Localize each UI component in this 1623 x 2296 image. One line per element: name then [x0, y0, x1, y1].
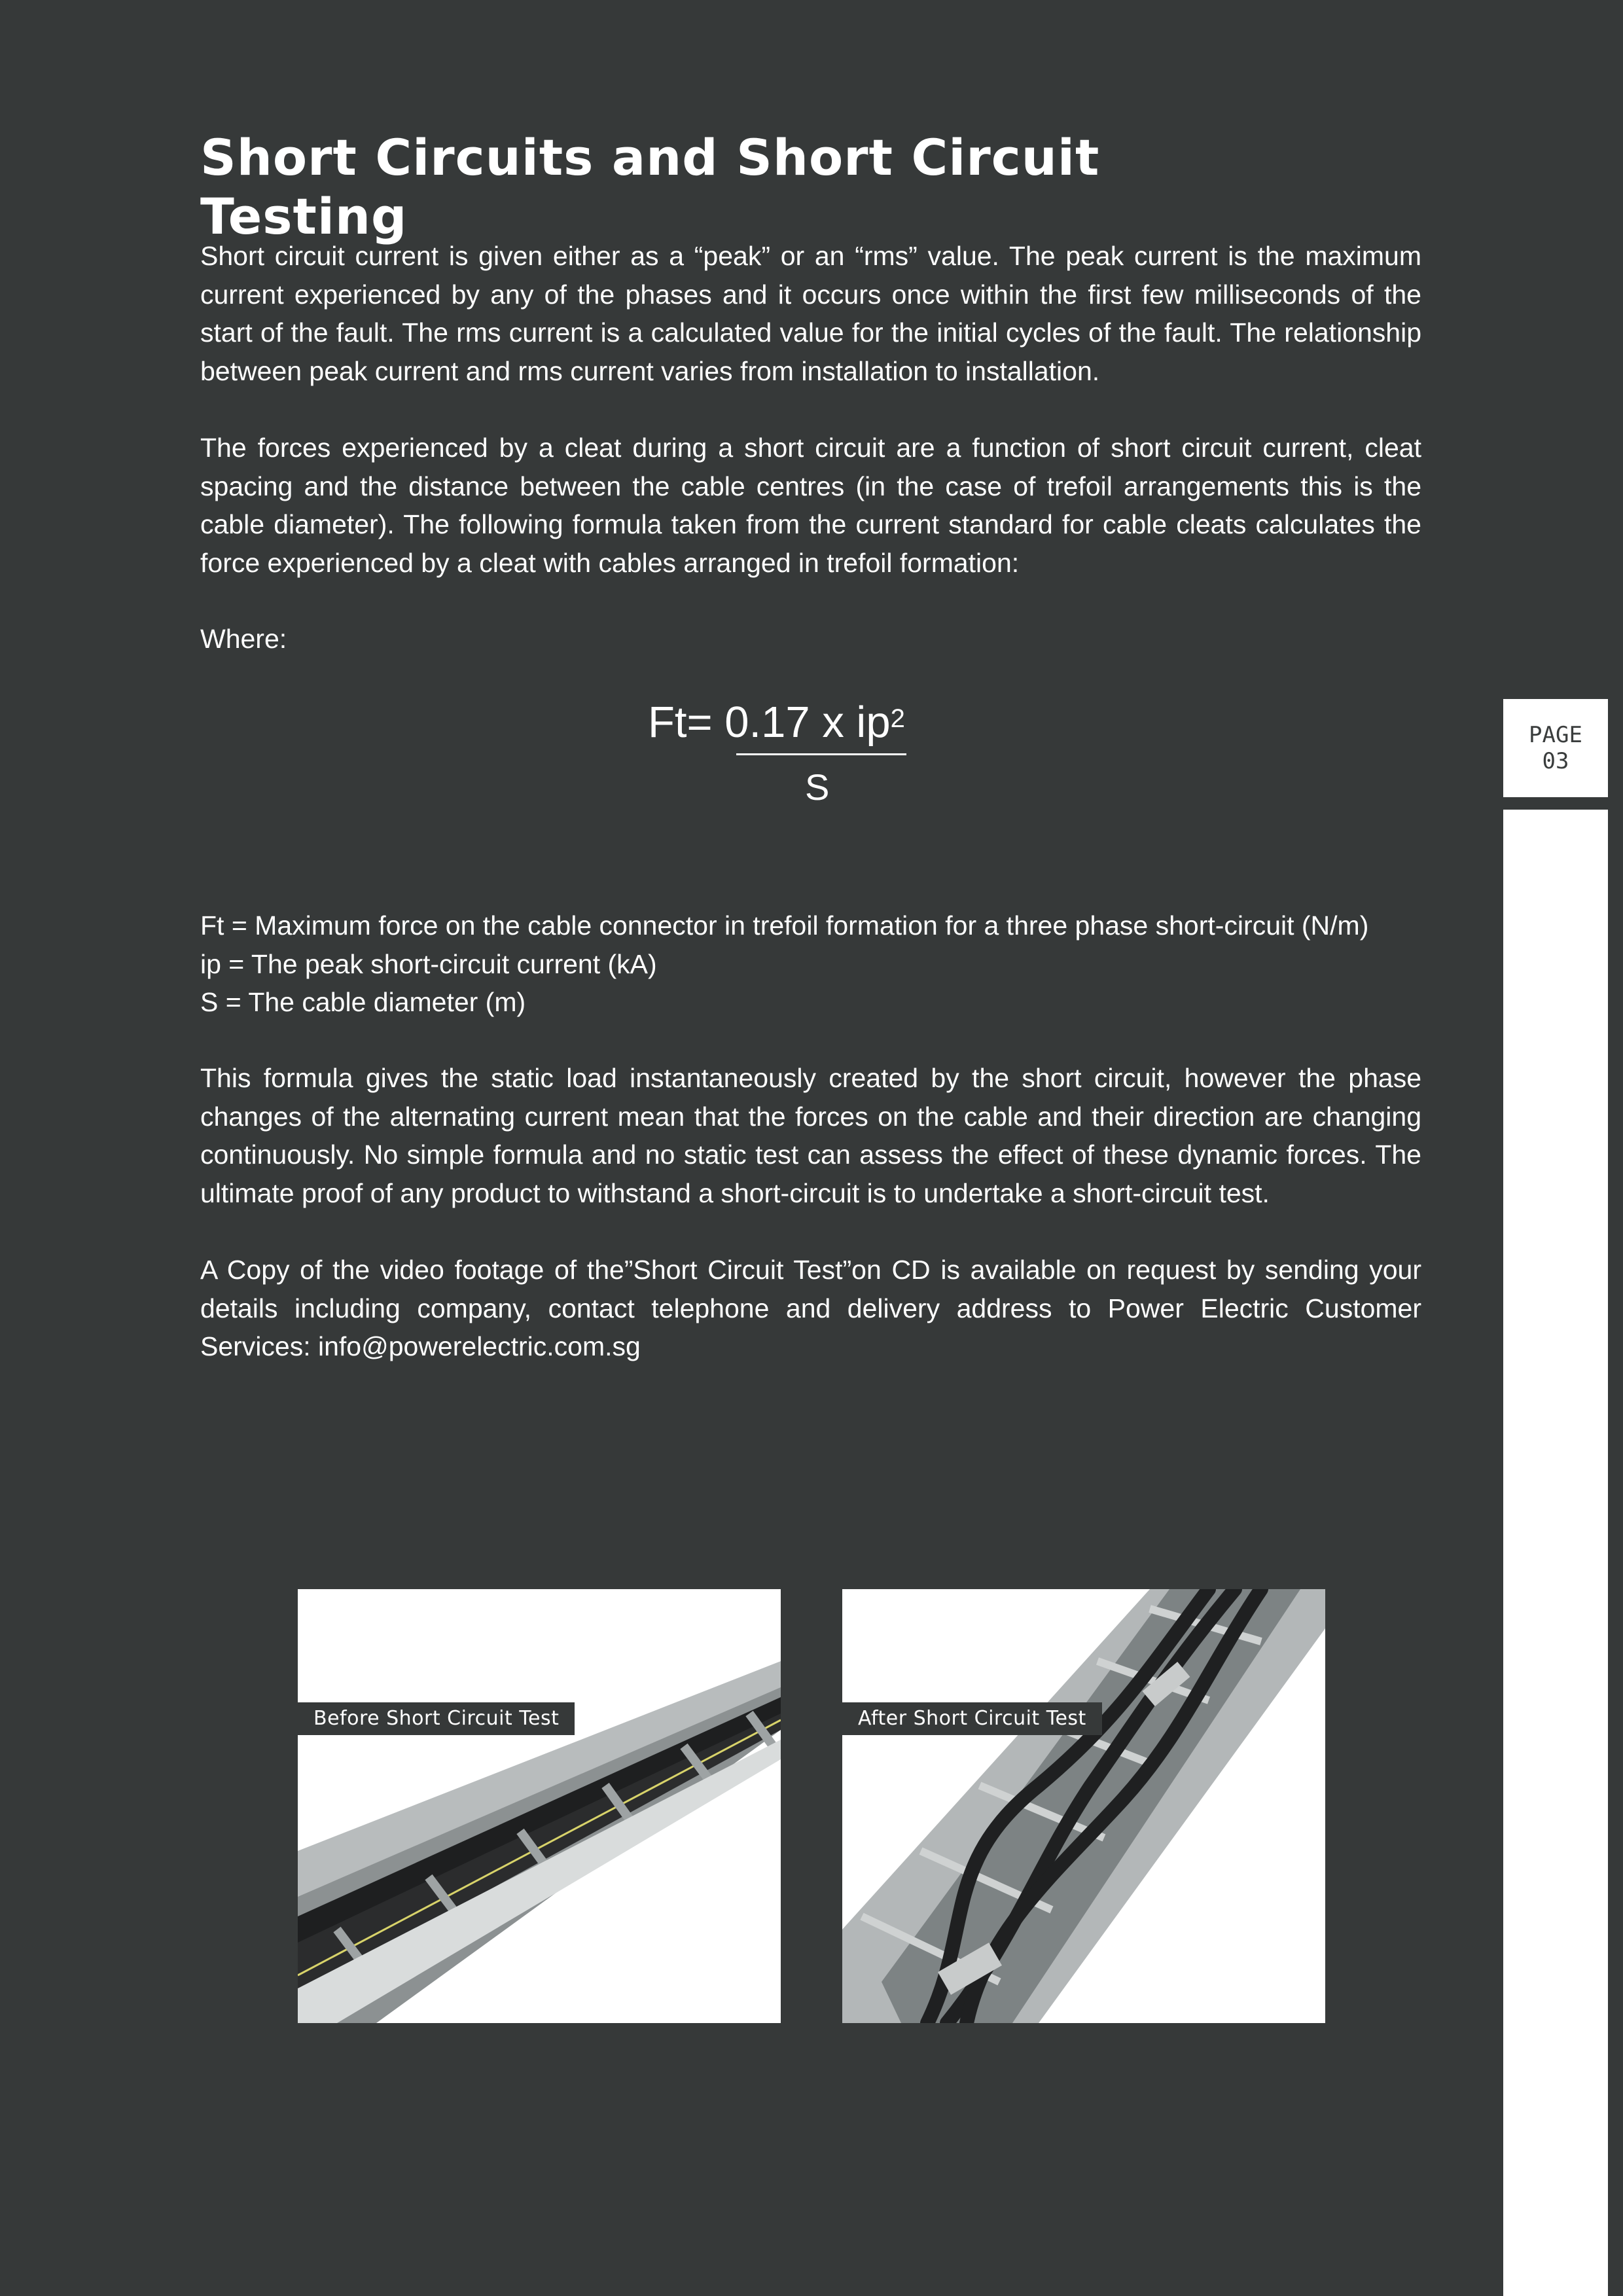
- definition-s: S = The cable diameter (m): [200, 987, 526, 1017]
- page-title: Short Circuits and Short Circuit Testing: [200, 128, 1100, 245]
- formula-denominator: S: [805, 766, 830, 808]
- before-caption: Before Short Circuit Test: [298, 1702, 575, 1735]
- fraction-bar: [736, 753, 906, 755]
- before-test-photo: [298, 1589, 781, 2023]
- formula-lhs: Ft=: [648, 698, 725, 747]
- sidebar-strip: [1503, 810, 1608, 2296]
- paragraph-forces: The forces experienced by a cleat during a short circuit are a function of short circuit current, cleat spacing and the distance between the cable centres (in the case of trefoil arrangements this is the cable diameter). The following formula taken from the current standard for cable cleats calculates the force experienced by a cleat with cables arranged in trefoil formation:: [200, 433, 1421, 578]
- paragraph-dynamic-forces: This formula gives the static load instantaneously created by the short circuit, however the phase changes of the alternating current mean that the forces on the cable and their direction are changing continuously. No simple formula and no static test can assess the effect of these dynamic forces. The ultimate proof of any product to withstand a short-circuit is to undertake a short-circuit test.: [200, 1063, 1421, 1208]
- paragraph-video-request: A Copy of the video footage of the”Short Circuit Test”on CD is available on request by sending your details including company, contact telephone and delivery address to Power Electric Customer Services: info@powerelectric.com.sg: [200, 1255, 1421, 1361]
- formula-numerator: 0.17 x ip: [724, 698, 891, 747]
- after-test-photo: [842, 1589, 1325, 2023]
- page-number: 03: [1542, 748, 1569, 774]
- after-caption: After Short Circuit Test: [842, 1702, 1102, 1735]
- paragraph-peak-rms: Short circuit current is given either as a “peak” or an “rms” value. The peak current is the maximum current experienced by any of the phases and it occurs once within the first few milliseconds of the start of the fault. The rms current is a calculated value for the initial cycles of the fault. The relationship between peak current and rms current varies from installation to installation.: [200, 241, 1421, 386]
- definition-ip: ip = The peak short-circuit current (kA): [200, 948, 657, 979]
- page-label: PAGE: [1529, 722, 1582, 748]
- force-formula: [648, 696, 905, 749]
- formula-exponent: 2: [890, 704, 905, 733]
- before-test-illustration: [298, 1589, 781, 2023]
- definition-ft: Ft = Maximum force on the cable connector in trefoil formation for a three phase short-circuit (N/m): [200, 910, 1369, 941]
- where-label: Where:: [200, 624, 287, 654]
- after-test-illustration: [842, 1589, 1325, 2023]
- definitions-list: [200, 906, 1421, 1022]
- page-number-tab: [1503, 699, 1608, 797]
